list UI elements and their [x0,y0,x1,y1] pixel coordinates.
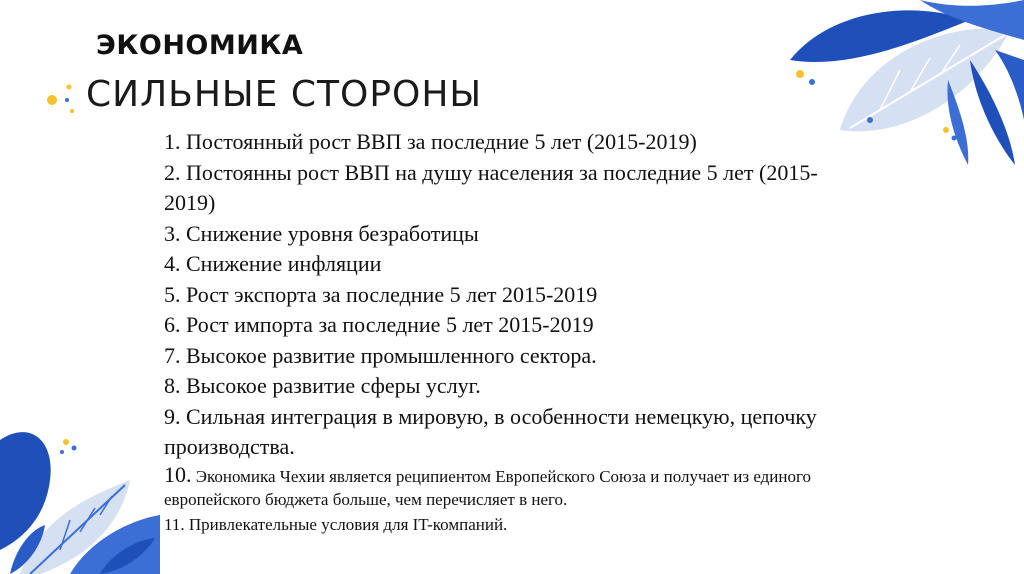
slide-subtitle: СИЛЬНЫЕ СТОРОНЫ [86,74,483,115]
list-item: 11. Привлекательные условия для IT-компаний. [164,514,508,534]
list-item: 1. Постоянный рост ВВП за последние 5 лет (2015-2019) [164,129,697,154]
list-item: 3. Снижение уровня безработицы [164,220,479,246]
list-item: 7. Высокое развитие промышленного сектора. [164,342,597,368]
yellow-dots-icon [44,78,84,118]
list-item [164,463,864,511]
list-item-number: 10. [164,461,192,487]
list-item: 2. Постоянны рост ВВП на душу населения за последние 5 лет (2015-2019) [164,159,818,215]
list-item: 4. Снижение инфляции [164,251,382,276]
list-item: 5. Рост экспорта за последние 5 лет 2015-2019 [164,281,598,307]
leaves-bottom-left-icon [0,420,160,574]
list-item: 6. Рост импорта за последние 5 лет 2015-2019 [164,312,594,337]
strengths-list [164,127,864,537]
list-item: 9. Сильная интеграция в мировую, в особенности немецкую, цепочку производства. [164,403,817,459]
slide-title: ЭКОНОМИКА [96,30,304,61]
list-item: 8. Высокое развитие сферы услуг. [164,373,481,398]
list-item-text: Экономика Чехии является реципиентом Европейского Союза и получает из единого европейского бюджета больше, чем перечисляет в него. [164,466,812,509]
